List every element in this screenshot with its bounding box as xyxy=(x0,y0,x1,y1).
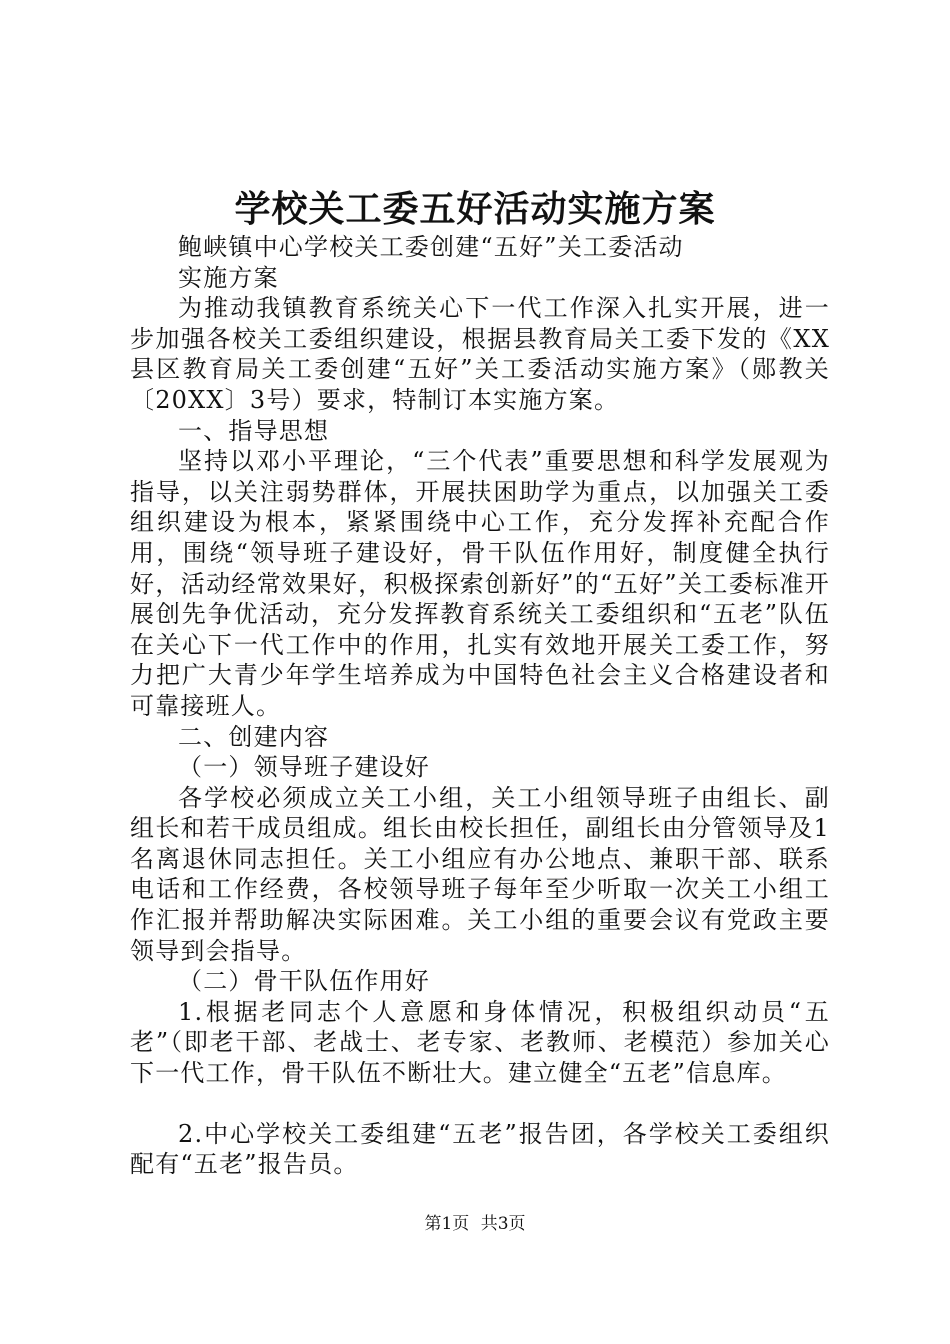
section-heading-creation-content: 二、创建内容 xyxy=(178,722,330,751)
list-item-2: 2.中心学校关工委组建“五老”报告团，各学校关工委组织配有“五老”报告员。 xyxy=(130,1119,830,1179)
guiding-ideology-paragraph: 坚持以邓小平理论，“三个代表”重要思想和科学发展观为指导，以关注弱势群体，开展扶困助学为重点，以加强关工委组织建设为根本，紧紧围绕中心工作，充分发挥补充配合作用，围绕“领导班子建设好，骨干队伍作用好，制度健全执行好，活动经常效果好，积极探索创新好”的“五好”关工委标准开展创先争优活动，充分发挥教育系统关工委组织和“五老”队伍在关心下一代工作中的作用，扎实有效地开展关工委工作，努力把广大青少年学生培养成为中国特色社会主义合格建设者和可靠接班人。 xyxy=(130,447,830,720)
intro-paragraph: 为推动我镇教育系统关心下一代工作深入扎实开展，进一步加强各校关工委组织建设，根据县教育局关工委下发的《XX县区教育局关工委创建“五好”关工委活动实施方案》（郧教关〔20XX〕3号）要求，特制订本实施方案。 xyxy=(130,294,830,414)
page-footer xyxy=(0,1212,950,1236)
document-body xyxy=(130,212,830,1180)
page-number: 第1页 xyxy=(424,1214,470,1234)
subsection-heading-leadership: （一）领导班子建设好 xyxy=(178,753,430,782)
subtitle-line-1: 鲍峡镇中心学校关工委创建“五好”关工委活动 xyxy=(178,233,684,261)
subsection-heading-backbone-team: （二）骨干队伍作用好 xyxy=(178,967,430,996)
leadership-paragraph: 各学校必须成立关工小组，关工小组领导班子由组长、副组长和若干成员组成。组长由校长担任，副组长由分管领导及1名离退休同志担任。关工小组应有办公地点、兼职干部、联系电话和工作经费，各校领导班子每年至少听取一次关工小组工作汇报并帮助解决实际困难。关工小组的重要会议有党政主要领导到会指导。 xyxy=(130,783,830,965)
list-item-1: 1.根据老同志个人意愿和身体情况，积极组织动员“五老”（即老干部、老战士、老专家、老教师、老模范）参加关心下一代工作，骨干队伍不断壮大。建立健全“五老”信息库。 xyxy=(130,997,830,1088)
page-total: 共3页 xyxy=(480,1214,526,1234)
subtitle-line-2: 实施方案 xyxy=(178,263,279,292)
section-heading-guiding-ideology: 一、指导思想 xyxy=(178,416,330,445)
document-title: 学校关工委五好活动实施方案 xyxy=(234,188,716,230)
